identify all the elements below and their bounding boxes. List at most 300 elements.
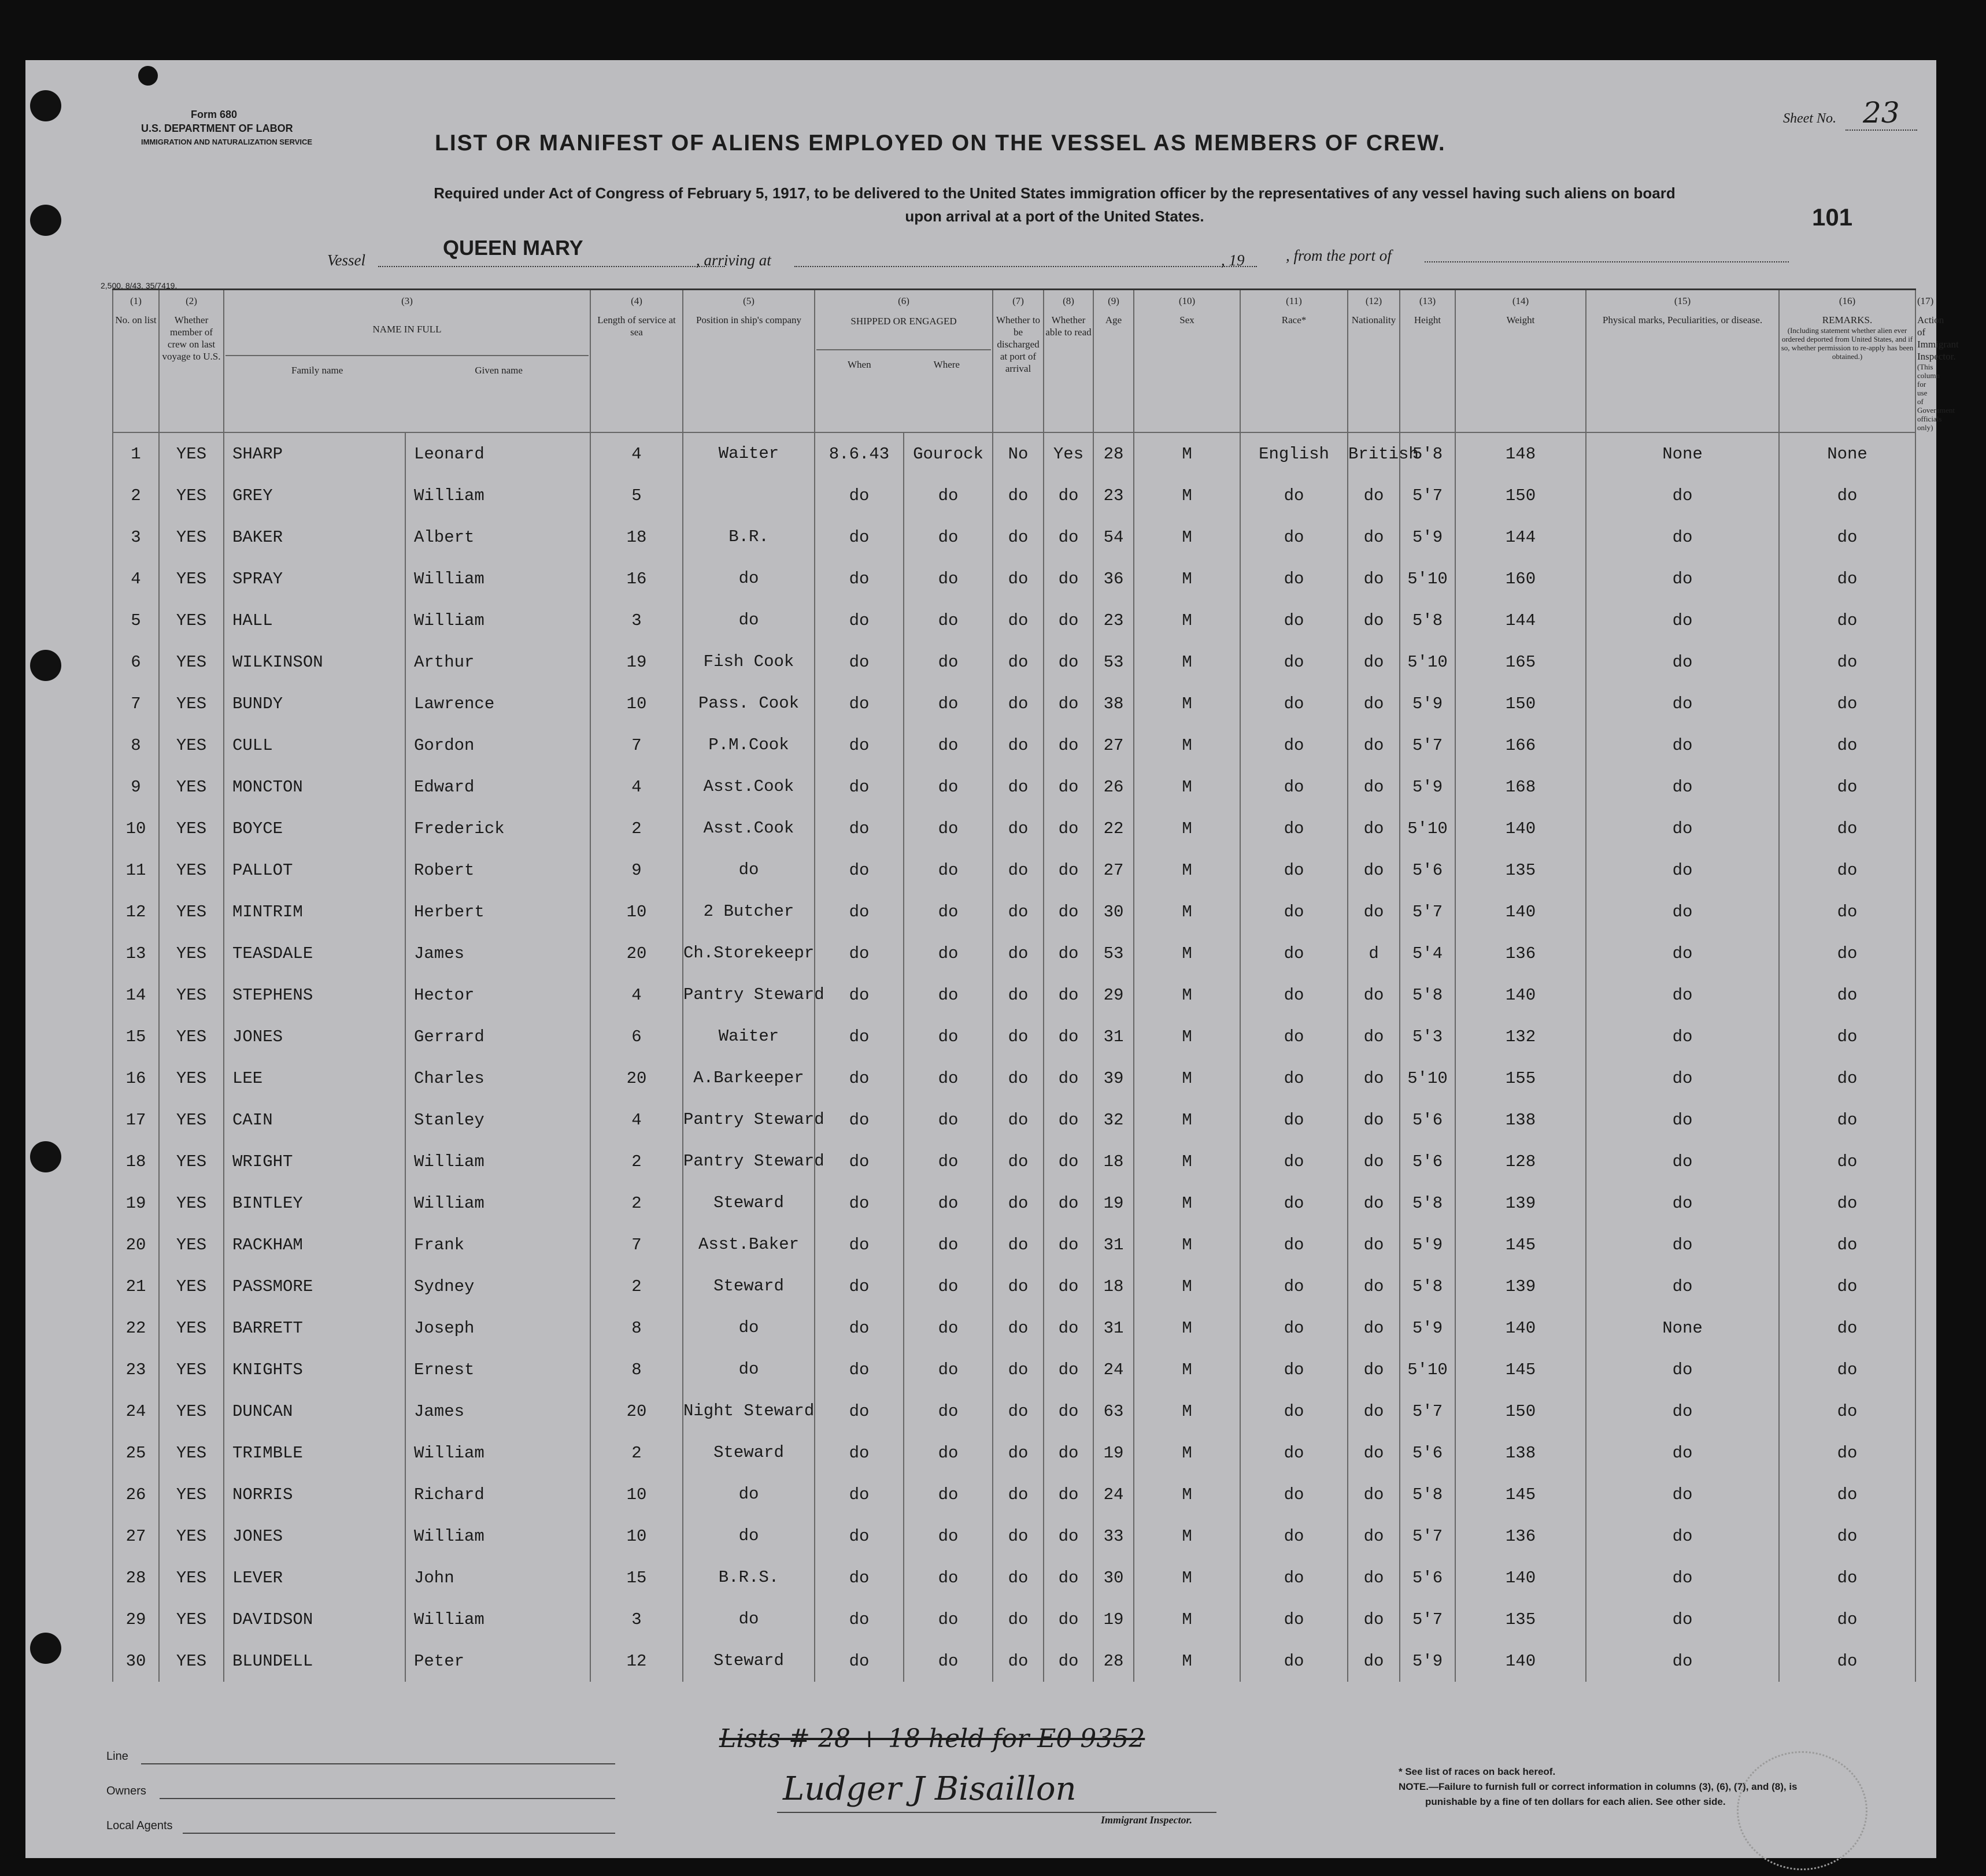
weight: 138 xyxy=(1455,1432,1586,1474)
family-name: CAIN xyxy=(224,1099,405,1141)
shipped-where: do xyxy=(904,1599,993,1640)
physical-marks: do xyxy=(1586,766,1779,808)
crew-member: YES xyxy=(159,808,224,849)
given-name: Ernest xyxy=(405,1349,590,1390)
physical-marks: do xyxy=(1586,1141,1779,1182)
remarks: do xyxy=(1779,1141,1915,1182)
remarks: do xyxy=(1779,1640,1915,1682)
physical-marks: do xyxy=(1586,1599,1779,1640)
height: 5'6 xyxy=(1400,1557,1455,1599)
physical-marks: do xyxy=(1586,1266,1779,1307)
discharged: do xyxy=(993,1474,1044,1515)
discharged: do xyxy=(993,974,1044,1016)
family-name: LEE xyxy=(224,1057,405,1099)
able-to-read: do xyxy=(1044,1515,1093,1557)
height: 5'7 xyxy=(1400,1390,1455,1432)
shipped-where: do xyxy=(904,600,993,641)
remarks: do xyxy=(1779,1349,1915,1390)
height: 5'3 xyxy=(1400,1016,1455,1057)
weight: 139 xyxy=(1455,1266,1586,1307)
remarks: None xyxy=(1779,432,1915,475)
given-name: Leonard xyxy=(405,432,590,475)
family-name: TEASDALE xyxy=(224,933,405,974)
row-number: 17 xyxy=(113,1099,159,1141)
service-length: 5 xyxy=(590,475,683,516)
row-number: 11 xyxy=(113,849,159,891)
shipped-where: do xyxy=(904,1224,993,1266)
shipped-when: do xyxy=(815,1307,904,1349)
family-name: NORRIS xyxy=(224,1474,405,1515)
shipped-where: do xyxy=(904,974,993,1016)
shipped-where: do xyxy=(904,849,993,891)
race: do xyxy=(1240,1057,1348,1099)
service-length: 2 xyxy=(590,1141,683,1182)
remarks: do xyxy=(1779,1099,1915,1141)
remarks: do xyxy=(1779,1057,1915,1099)
shipped-when: do xyxy=(815,1224,904,1266)
col-header-race: (11) Race* xyxy=(1240,290,1348,433)
discharged: do xyxy=(993,1349,1044,1390)
height: 5'7 xyxy=(1400,1515,1455,1557)
remarks: do xyxy=(1779,1182,1915,1224)
col-header-shipped: (6) SHIPPED OR ENGAGED When Where xyxy=(815,290,993,433)
table-row xyxy=(113,600,1915,641)
shipped-when: 8.6.43 xyxy=(815,432,904,475)
physical-marks: None xyxy=(1586,1307,1779,1349)
able-to-read: do xyxy=(1044,1557,1093,1599)
row-number: 26 xyxy=(113,1474,159,1515)
weight: 140 xyxy=(1455,1307,1586,1349)
shipped-where: do xyxy=(904,1057,993,1099)
age: 18 xyxy=(1093,1266,1134,1307)
family-name: WRIGHT xyxy=(224,1141,405,1182)
sex: M xyxy=(1134,1016,1240,1057)
age: 22 xyxy=(1093,808,1134,849)
table-row xyxy=(113,683,1915,724)
physical-marks: do xyxy=(1586,1182,1779,1224)
col-header-crew: (2) Whether member of crew on last voyage to U.S. xyxy=(159,290,224,433)
year-label: , 19 xyxy=(1221,251,1245,269)
family-name: BARRETT xyxy=(224,1307,405,1349)
row-number: 10 xyxy=(113,808,159,849)
position: Night Steward xyxy=(683,1390,815,1432)
shipped-when: do xyxy=(815,1099,904,1141)
service-length: 10 xyxy=(590,891,683,933)
race: do xyxy=(1240,849,1348,891)
inspector-label: Immigrant Inspector. xyxy=(1101,1814,1193,1826)
race: do xyxy=(1240,974,1348,1016)
service-length: 2 xyxy=(590,1432,683,1474)
race: do xyxy=(1240,1640,1348,1682)
nationality: do xyxy=(1348,891,1400,933)
given-name: Gordon xyxy=(405,724,590,766)
height: 5'4 xyxy=(1400,933,1455,974)
able-to-read: do xyxy=(1044,558,1093,600)
race: do xyxy=(1240,1557,1348,1599)
age: 53 xyxy=(1093,933,1134,974)
able-to-read: do xyxy=(1044,1182,1093,1224)
sex: M xyxy=(1134,516,1240,558)
remarks: do xyxy=(1779,600,1915,641)
discharged: do xyxy=(993,641,1044,683)
position: A.Barkeeper xyxy=(683,1057,815,1099)
age: 30 xyxy=(1093,891,1134,933)
weight: 140 xyxy=(1455,891,1586,933)
nationality: do xyxy=(1348,1599,1400,1640)
service-length: 2 xyxy=(590,808,683,849)
remarks: do xyxy=(1779,849,1915,891)
able-to-read: do xyxy=(1044,1474,1093,1515)
sex: M xyxy=(1134,1599,1240,1640)
weight: 128 xyxy=(1455,1141,1586,1182)
age: 28 xyxy=(1093,432,1134,475)
weight: 166 xyxy=(1455,724,1586,766)
shipped-where: do xyxy=(904,1390,993,1432)
physical-marks: do xyxy=(1586,641,1779,683)
table-row xyxy=(113,558,1915,600)
remarks: do xyxy=(1779,558,1915,600)
col-header-given: Given name xyxy=(475,365,523,376)
age: 32 xyxy=(1093,1099,1134,1141)
able-to-read: do xyxy=(1044,724,1093,766)
discharged: do xyxy=(993,849,1044,891)
position: Ch.Storekeepr xyxy=(683,933,815,974)
discharged: do xyxy=(993,1016,1044,1057)
given-name: Hector xyxy=(405,974,590,1016)
able-to-read: Yes xyxy=(1044,432,1093,475)
discharged: do xyxy=(993,1307,1044,1349)
weight: 144 xyxy=(1455,516,1586,558)
given-name: Lawrence xyxy=(405,683,590,724)
table-row xyxy=(113,1224,1915,1266)
sheet-label: Sheet No. xyxy=(1783,111,1836,126)
table-row xyxy=(113,1640,1915,1682)
punch-hole-5 xyxy=(30,1633,61,1664)
crew-member: YES xyxy=(159,891,224,933)
service-length: 18 xyxy=(590,516,683,558)
table-row xyxy=(113,1390,1915,1432)
family-name: STEPHENS xyxy=(224,974,405,1016)
height: 5'8 xyxy=(1400,974,1455,1016)
height: 5'10 xyxy=(1400,1057,1455,1099)
crew-member: YES xyxy=(159,432,224,475)
given-name: Peter xyxy=(405,1640,590,1682)
able-to-read: do xyxy=(1044,1266,1093,1307)
discharged: do xyxy=(993,933,1044,974)
age: 28 xyxy=(1093,1640,1134,1682)
given-name: William xyxy=(405,1515,590,1557)
sex: M xyxy=(1134,1141,1240,1182)
able-to-read: do xyxy=(1044,974,1093,1016)
table-row xyxy=(113,432,1915,475)
weight: 145 xyxy=(1455,1224,1586,1266)
position: Asst.Cook xyxy=(683,808,815,849)
row-number: 8 xyxy=(113,724,159,766)
weight: 140 xyxy=(1455,1557,1586,1599)
nationality: do xyxy=(1348,1266,1400,1307)
able-to-read: do xyxy=(1044,891,1093,933)
shipped-when: do xyxy=(815,1390,904,1432)
row-number: 4 xyxy=(113,558,159,600)
height: 5'8 xyxy=(1400,1474,1455,1515)
height: 5'7 xyxy=(1400,724,1455,766)
given-name: William xyxy=(405,1599,590,1640)
shipped-when: do xyxy=(815,766,904,808)
race: do xyxy=(1240,1515,1348,1557)
service-length: 19 xyxy=(590,641,683,683)
discharged: do xyxy=(993,891,1044,933)
physical-marks: do xyxy=(1586,600,1779,641)
nationality: do xyxy=(1348,1349,1400,1390)
punch-hole-1 xyxy=(30,90,61,121)
age: 23 xyxy=(1093,600,1134,641)
crew-member: YES xyxy=(159,1099,224,1141)
crew-member: YES xyxy=(159,933,224,974)
age: 38 xyxy=(1093,683,1134,724)
race: do xyxy=(1240,1224,1348,1266)
crew-member: YES xyxy=(159,724,224,766)
discharged: do xyxy=(993,600,1044,641)
service-length: 10 xyxy=(590,1474,683,1515)
physical-marks: do xyxy=(1586,1057,1779,1099)
height: 5'10 xyxy=(1400,558,1455,600)
row-number: 12 xyxy=(113,891,159,933)
family-name: HALL xyxy=(224,600,405,641)
given-name: Robert xyxy=(405,849,590,891)
weight: 155 xyxy=(1455,1057,1586,1099)
row-number: 2 xyxy=(113,475,159,516)
family-name: TRIMBLE xyxy=(224,1432,405,1474)
position: B.R.S. xyxy=(683,1557,815,1599)
shipped-when: do xyxy=(815,1432,904,1474)
table-row xyxy=(113,724,1915,766)
position: Waiter xyxy=(683,1016,815,1057)
table-row xyxy=(113,974,1915,1016)
race: do xyxy=(1240,891,1348,933)
race: do xyxy=(1240,558,1348,600)
sex: M xyxy=(1134,432,1240,475)
remarks: do xyxy=(1779,1224,1915,1266)
service-length: 7 xyxy=(590,724,683,766)
discharged: do xyxy=(993,1432,1044,1474)
service-length: 8 xyxy=(590,1349,683,1390)
shipped-where: do xyxy=(904,641,993,683)
weight: 132 xyxy=(1455,1016,1586,1057)
sheet-number-area xyxy=(1783,96,1917,129)
remarks: do xyxy=(1779,1016,1915,1057)
service-length: 10 xyxy=(590,1515,683,1557)
crew-member: YES xyxy=(159,1390,224,1432)
crew-member: YES xyxy=(159,1224,224,1266)
position: do xyxy=(683,849,815,891)
shipped-where: do xyxy=(904,808,993,849)
physical-marks: do xyxy=(1586,891,1779,933)
given-name: James xyxy=(405,1390,590,1432)
weight: 160 xyxy=(1455,558,1586,600)
physical-marks: do xyxy=(1586,1474,1779,1515)
height: 5'6 xyxy=(1400,1432,1455,1474)
physical-marks: do xyxy=(1586,1016,1779,1057)
table-row xyxy=(113,1307,1915,1349)
agents-underline xyxy=(183,1833,615,1834)
family-name: SPRAY xyxy=(224,558,405,600)
col-header-read: (8) Whether able to read xyxy=(1044,290,1093,433)
shipped-when: do xyxy=(815,1266,904,1307)
position: P.M.Cook xyxy=(683,724,815,766)
race: do xyxy=(1240,641,1348,683)
col-header-no: (1) No. on list xyxy=(113,290,159,433)
remarks: do xyxy=(1779,516,1915,558)
page-title: LIST OR MANIFEST OF ALIENS EMPLOYED ON THE VESSEL AS MEMBERS OF CREW. xyxy=(435,131,1446,156)
discharged: do xyxy=(993,1057,1044,1099)
race: do xyxy=(1240,1432,1348,1474)
given-name: Joseph xyxy=(405,1307,590,1349)
sex: M xyxy=(1134,683,1240,724)
service-length: 12 xyxy=(590,1640,683,1682)
row-number: 15 xyxy=(113,1016,159,1057)
weight: 136 xyxy=(1455,1515,1586,1557)
row-number: 23 xyxy=(113,1349,159,1390)
punch-hole-6 xyxy=(138,66,158,86)
position: Steward xyxy=(683,1266,815,1307)
given-name: William xyxy=(405,1432,590,1474)
nationality: do xyxy=(1348,558,1400,600)
able-to-read: do xyxy=(1044,808,1093,849)
given-name: William xyxy=(405,558,590,600)
family-name: BUNDY xyxy=(224,683,405,724)
sex: M xyxy=(1134,808,1240,849)
race: do xyxy=(1240,933,1348,974)
form-header xyxy=(141,108,312,149)
agents-label: Local Agents xyxy=(106,1819,173,1832)
col-header-name: (3) NAME IN FULL Family name Given name xyxy=(224,290,590,433)
table-row xyxy=(113,1016,1915,1057)
physical-marks: do xyxy=(1586,1557,1779,1599)
discharged: No xyxy=(993,432,1044,475)
age: 31 xyxy=(1093,1016,1134,1057)
nationality: do xyxy=(1348,641,1400,683)
row-number: 13 xyxy=(113,933,159,974)
subtitle xyxy=(303,182,1806,228)
crew-member: YES xyxy=(159,1515,224,1557)
print-code: 2,500. 8/43. 35/7419. xyxy=(101,281,177,290)
shipped-when: do xyxy=(815,724,904,766)
shipped-when: do xyxy=(815,1182,904,1224)
inspector-signature: Ludger J Bisaillon xyxy=(783,1770,1077,1808)
position: Pantry Steward xyxy=(683,974,815,1016)
shipped-where: do xyxy=(904,1515,993,1557)
family-name: BINTLEY xyxy=(224,1182,405,1224)
shipped-when: do xyxy=(815,974,904,1016)
age: 27 xyxy=(1093,849,1134,891)
discharged: do xyxy=(993,808,1044,849)
remarks: do xyxy=(1779,1599,1915,1640)
able-to-read: do xyxy=(1044,766,1093,808)
sex: M xyxy=(1134,1432,1240,1474)
crew-member: YES xyxy=(159,1432,224,1474)
col-header-remarks: (16) REMARKS. (Including statement whether alien ever ordered deported from United States, and if so, whether permission to re-apply has been obtained.) xyxy=(1779,290,1915,433)
position: do xyxy=(683,558,815,600)
physical-marks: do xyxy=(1586,1390,1779,1432)
race: do xyxy=(1240,1390,1348,1432)
shipped-where: do xyxy=(904,891,993,933)
row-number: 22 xyxy=(113,1307,159,1349)
remarks: do xyxy=(1779,1307,1915,1349)
row-number: 20 xyxy=(113,1224,159,1266)
position: do xyxy=(683,1307,815,1349)
able-to-read: do xyxy=(1044,1390,1093,1432)
weight: 135 xyxy=(1455,849,1586,891)
weight: 139 xyxy=(1455,1182,1586,1224)
age: 19 xyxy=(1093,1599,1134,1640)
col-header-position: (5) Position in ship's company xyxy=(683,290,815,433)
col-header-marks: (15) Physical marks, Peculiarities, or disease. xyxy=(1586,290,1779,433)
form-number: Form 680 xyxy=(191,109,238,120)
crew-member: YES xyxy=(159,1016,224,1057)
remarks: do xyxy=(1779,1432,1915,1474)
age: 54 xyxy=(1093,516,1134,558)
weight: 140 xyxy=(1455,1640,1586,1682)
remarks: do xyxy=(1779,1474,1915,1515)
discharged: do xyxy=(993,516,1044,558)
height: 5'8 xyxy=(1400,432,1455,475)
vessel-underline xyxy=(378,266,725,267)
age: 27 xyxy=(1093,724,1134,766)
position: do xyxy=(683,1515,815,1557)
table-row xyxy=(113,1599,1915,1640)
sex: M xyxy=(1134,766,1240,808)
physical-marks: do xyxy=(1586,475,1779,516)
position: 2 Butcher xyxy=(683,891,815,933)
physical-marks: do xyxy=(1586,516,1779,558)
weight: 165 xyxy=(1455,641,1586,683)
crew-member: YES xyxy=(159,1557,224,1599)
family-name: JONES xyxy=(224,1016,405,1057)
physical-marks: do xyxy=(1586,1432,1779,1474)
shipped-when: do xyxy=(815,1557,904,1599)
height: 5'7 xyxy=(1400,1599,1455,1640)
sex: M xyxy=(1134,1640,1240,1682)
nationality: do xyxy=(1348,1099,1400,1141)
race: do xyxy=(1240,1307,1348,1349)
family-name: BOYCE xyxy=(224,808,405,849)
family-name: DAVIDSON xyxy=(224,1599,405,1640)
punch-hole-4 xyxy=(30,1141,61,1172)
page-number: 101 xyxy=(1812,203,1853,231)
remarks: do xyxy=(1779,891,1915,933)
sex: M xyxy=(1134,475,1240,516)
remarks: do xyxy=(1779,1266,1915,1307)
able-to-read: do xyxy=(1044,1349,1093,1390)
nationality: do xyxy=(1348,1224,1400,1266)
crew-manifest-table xyxy=(112,288,1959,1682)
row-number: 30 xyxy=(113,1640,159,1682)
note-line-1: NOTE.—Failure to furnish full or correct information in columns (3), (6), (7), and (8), is xyxy=(1399,1781,1798,1792)
line-label: Line xyxy=(106,1750,128,1763)
position: Pantry Steward xyxy=(683,1141,815,1182)
col-header-when: When xyxy=(848,359,871,370)
weight: 144 xyxy=(1455,600,1586,641)
sex: M xyxy=(1134,641,1240,683)
port-underline xyxy=(1425,261,1789,262)
owners-label: Owners xyxy=(106,1785,146,1797)
manifest-body xyxy=(113,432,1915,1682)
row-number: 14 xyxy=(113,974,159,1016)
weight: 145 xyxy=(1455,1474,1586,1515)
shipped-when: do xyxy=(815,1349,904,1390)
shipped-where: do xyxy=(904,475,993,516)
age: 30 xyxy=(1093,1557,1134,1599)
